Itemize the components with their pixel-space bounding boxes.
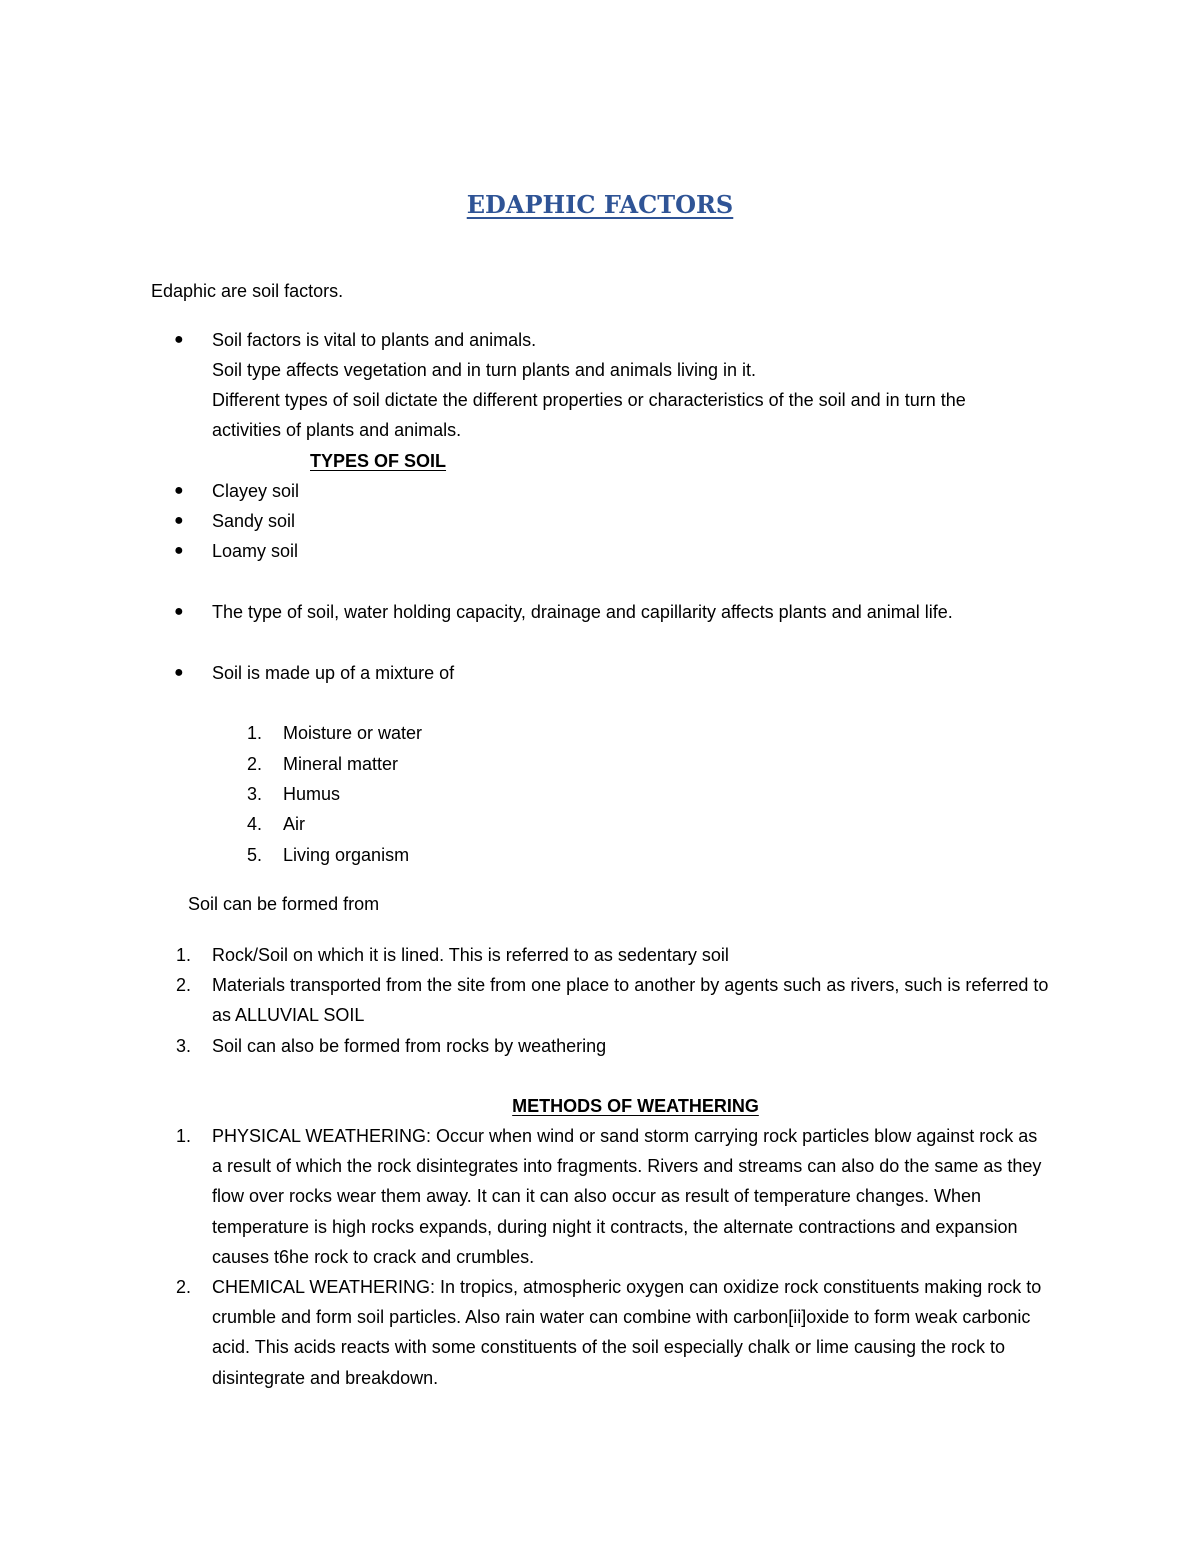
soil-type-item: Clayey soil (212, 481, 300, 501)
bullet-icon: ● (174, 664, 184, 681)
list-number: 1. (176, 1126, 192, 1146)
list-item: Mineral matter (283, 754, 399, 774)
bullet-icon: ● (174, 603, 184, 620)
list-item: Moisture or water (283, 723, 423, 743)
intro-text: Edaphic are soil factors. (151, 281, 344, 301)
bullet-icon: ● (174, 542, 184, 559)
bullet-icon: ● (174, 331, 184, 348)
list-number: 3. (176, 1036, 192, 1056)
bullet-text: Soil is made up of a mixture of (212, 663, 455, 683)
list-number: 2. (247, 754, 263, 774)
soil-type-item: Sandy soil (212, 511, 296, 531)
bullet-icon: ● (174, 482, 184, 499)
soil-type-item: Loamy soil (212, 541, 299, 561)
list-item: Humus (283, 784, 341, 804)
list-number: 2. (176, 1277, 192, 1297)
list-item: PHYSICAL WEATHERING: Occur when wind or sand storm carrying rock particles blow against rock as a result of which the rock disintegrates into fragments. Rivers and streams can also do the same as they flow over rocks wear them away. It can it can also occur as result of temperature changes. When temperature is high rocks expands, during night it contracts, the alternate contractions and expansion causes t6he rock to crack and crumbles. (212, 1126, 1042, 1267)
list-number: 2. (176, 975, 192, 995)
page-title: EDAPHIC FACTORS (466, 190, 734, 219)
list-number: 3. (247, 784, 263, 804)
list-item: Living organism (283, 845, 410, 865)
weathering-heading: METHODS OF WEATHERING (512, 1096, 759, 1116)
bullet-text: Soil type affects vegetation and in turn plants and animals living in it. (212, 360, 756, 380)
bullet-text: The type of soil, water holding capacity, drainage and capillarity affects plants and animal life. (212, 602, 953, 622)
types-heading: TYPES OF SOIL (310, 451, 447, 471)
formed-intro: Soil can be formed from (188, 894, 380, 914)
list-item: Materials transported from the site from one place to another by agents such as rivers, such is referred to as ALLUVIAL SOIL (212, 975, 1049, 1026)
list-item: Soil can also be formed from rocks by weathering (212, 1036, 607, 1056)
list-number: 5. (247, 845, 263, 865)
list-item: Rock/Soil on which it is lined. This is referred to as sedentary soil (212, 945, 729, 965)
bullet-icon: ● (174, 512, 184, 529)
bullet-text: Soil factors is vital to plants and animals. (212, 330, 537, 350)
list-item: Air (283, 814, 305, 834)
bullet-text: activities of plants and animals. (212, 420, 462, 440)
list-item: CHEMICAL WEATHERING: In tropics, atmospheric oxygen can oxidize rock constituents making rock to crumble and form soil particles. Also rain water can combine with carbon[ii]oxide to form weak carbonic acid. This acids reacts with some constituents of the soil especially chalk or lime causing the rock to disintegrate and breakdown. (212, 1277, 1042, 1388)
list-number: 1. (247, 723, 263, 743)
list-number: 1. (176, 945, 192, 965)
bullet-text: Different types of soil dictate the different properties or characteristics of the soil and in turn the (212, 390, 966, 410)
list-number: 4. (247, 814, 263, 834)
